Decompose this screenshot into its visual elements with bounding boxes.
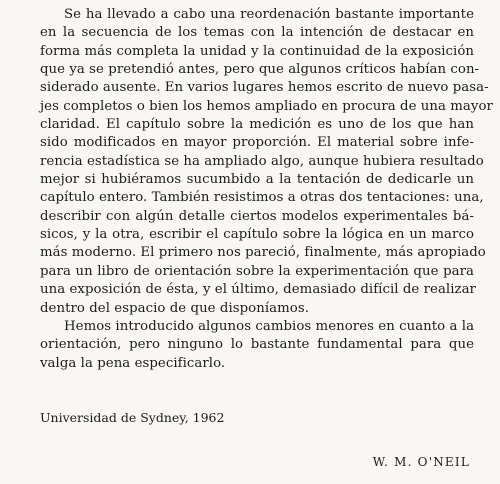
text-line: siderado ausente. En varios lugares hemos escrito de nuevo pasa- (40, 80, 489, 96)
paragraph-1 (40, 6, 493, 318)
signature-author: W. M. O'NEIL (372, 455, 470, 469)
text-line: mejor si hubiéramos sucumbido a la tentación de dedicarle un (40, 172, 474, 188)
text-line: jes completos o bien los hemos ampliado en procura de una mayor (40, 98, 493, 114)
paragraph-2 (40, 318, 474, 373)
text-line: Se ha llevado a cabo una reordenación bastante importante (64, 7, 474, 22)
text-line: en la secuencia de los temas con la intención de destacar en (40, 25, 474, 41)
text-line: describir con algún detalle ciertos modelos experimentales bá- (40, 208, 474, 224)
text-line: claridad. El capítulo sobre la medición es uno de los que han (40, 117, 474, 133)
text-line: que ya se pretendió antes, pero que algunos críticos habían con- (40, 62, 480, 78)
text-line: valga la pena especificarlo. (40, 355, 226, 371)
text-line: rencia estadística se ha ampliado algo, aunque hubiera resultado (40, 153, 484, 169)
text-line: más moderno. El primero nos pareció, finalmente, más apropiado (40, 245, 486, 261)
preface-body (40, 6, 493, 373)
text-line: para un libro de orientación sobre la experimentación que para (40, 263, 474, 279)
signature-place-date: Universidad de Sydney, 1962 (40, 410, 225, 425)
text-line: sicos, y la otra, escribir el capítulo sobre la lógica en un marco (40, 227, 474, 243)
text-line: orientación, pero ninguno lo bastante fundamental para que (40, 337, 474, 353)
text-line: dentro del espacio de que disponíamos. (40, 300, 309, 316)
text-line: capítulo entero. También resistimos a otras dos tentaciones: una, (40, 190, 484, 206)
text-line: Hemos introducido algunos cambios menores en cuanto a la (64, 318, 475, 334)
text-line: forma más completa la unidad y la continuidad de la exposición (40, 43, 474, 59)
text-line: sido modificados en mayor proporción. El material sobre infe- (40, 135, 474, 151)
text-line: una exposición de ésta, y el último, demasiado difícil de realizar (40, 282, 476, 298)
